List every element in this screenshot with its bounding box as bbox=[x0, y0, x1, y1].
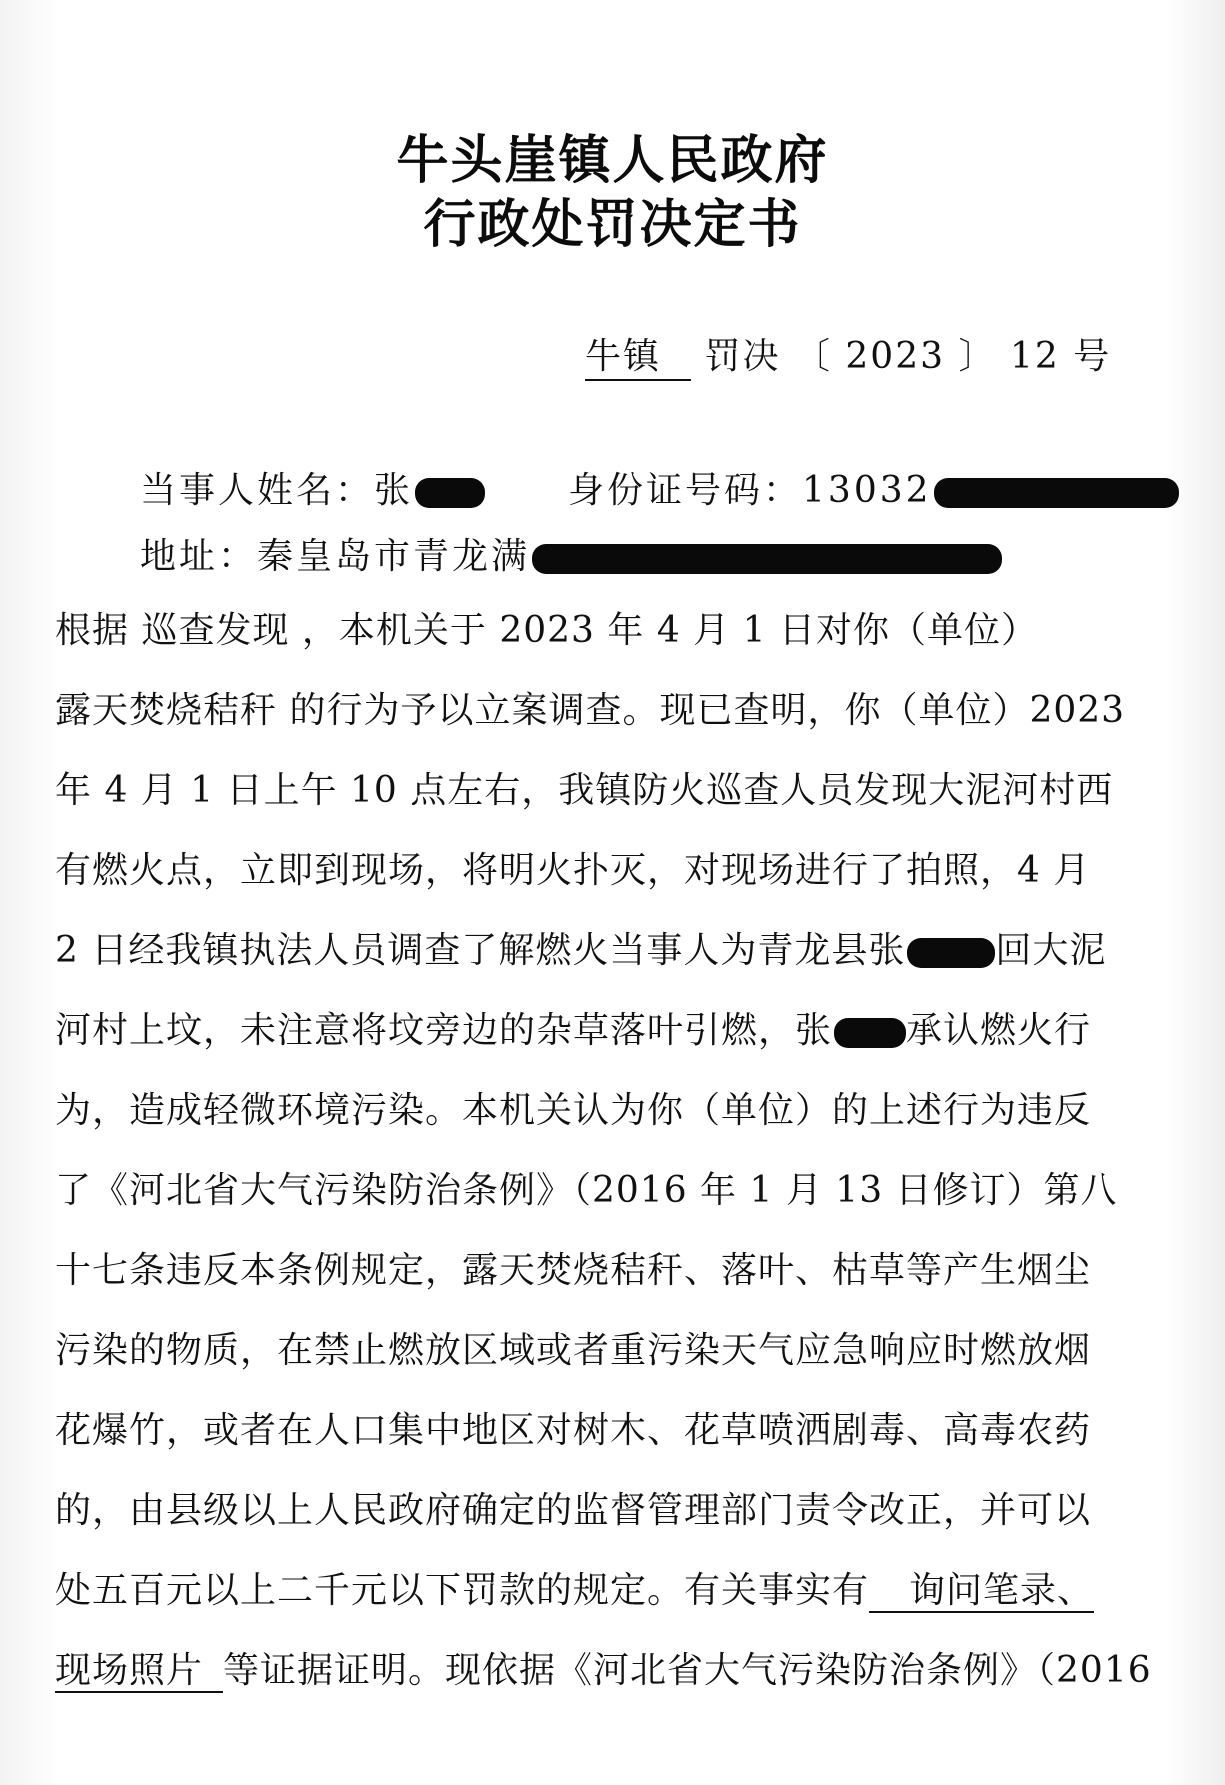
party-address-label: 地址： bbox=[140, 536, 258, 577]
body-line: 十七条违反本条例规定，露天焚烧秸秆、落叶、枯草等产生烟尘 bbox=[55, 1250, 1092, 1291]
doc-number-year: 2023 bbox=[845, 336, 946, 377]
body-line: 根据 巡查发现 ，本机关于 2023 年 4 月 1 日对你（单位） bbox=[55, 610, 1038, 651]
body-line: 露天焚烧秸秆 的行为予以立案调查。现已查明，你（单位）2023 bbox=[55, 690, 1126, 731]
doc-number-year-close: 〕 bbox=[958, 336, 997, 377]
party-address-value: 秦皇岛市青龙满 bbox=[257, 536, 531, 577]
body-line-text: 河村上坟，未注意将坟旁边的杂草落叶引燃，张 bbox=[55, 1010, 833, 1051]
doc-number-suffix: 号 bbox=[1073, 336, 1112, 377]
body-line-with-redaction bbox=[55, 927, 1180, 975]
redaction-mark bbox=[415, 478, 485, 508]
doc-number-num: 12 bbox=[1009, 336, 1060, 377]
doc-number-org: 牛镇 bbox=[585, 328, 691, 381]
body-line-evidence bbox=[55, 1647, 1180, 1695]
party-name-value: 张 bbox=[374, 470, 414, 511]
body-line-tail: 回大泥 bbox=[995, 930, 1107, 971]
body-line-text: 2 日经我镇执法人员调查了解燃火当事人为青龙县张 bbox=[55, 930, 906, 971]
party-address-field bbox=[140, 528, 1002, 579]
issuer-title: 牛头崖镇人民政府 bbox=[396, 131, 829, 191]
body-line-with-redaction bbox=[55, 1007, 1180, 1055]
evidence-list-part1: 询问笔录、 bbox=[869, 1570, 1094, 1613]
body-line: 污染的物质，在禁止燃放区域或者重污染天气应急响应时燃放烟 bbox=[55, 1330, 1092, 1371]
body-line-text: 处五百元以上二千元以下罚款的规定。有关事实有 bbox=[55, 1570, 870, 1611]
body-line: 年 4 月 1 日上午 10 点左右，我镇防火巡查人员发现大泥河村西 bbox=[55, 770, 1114, 811]
body-line-tail: 承认燃火行 bbox=[906, 1010, 1092, 1051]
document-number bbox=[585, 328, 1111, 381]
redaction-mark bbox=[907, 938, 995, 968]
document-title: 行政处罚决定书 bbox=[423, 195, 802, 255]
redaction-mark bbox=[532, 544, 1002, 574]
redaction-mark bbox=[934, 478, 1179, 508]
party-id-value: 13032 bbox=[802, 470, 932, 511]
party-id-field bbox=[568, 462, 1179, 513]
body-line: 为，造成轻微环境污染。本机关认为你（单位）的上述行为违反 bbox=[55, 1090, 1092, 1131]
body-line: 的，由县级以上人民政府确定的监督管理部门责令改正，并可以 bbox=[55, 1490, 1092, 1531]
body-line-text: 等证据证明。现依据《河北省大气污染防治条例》（2016 bbox=[223, 1650, 1152, 1691]
doc-number-year-open: 〔 bbox=[793, 336, 832, 377]
redaction-mark bbox=[834, 1018, 906, 1048]
body-line: 了《河北省大气污染防治条例》（2016 年 1 月 13 日修订）第八 bbox=[55, 1170, 1118, 1211]
body-line: 花爆竹，或者在人口集中地区对树木、花草喷洒剧毒、高毒农药 bbox=[55, 1410, 1092, 1451]
body-line: 有燃火点，立即到现场，将明火扑灭，对现场进行了拍照，4 月 bbox=[55, 850, 1091, 891]
party-id-label: 身份证号码： bbox=[568, 470, 803, 511]
body-line-evidence bbox=[55, 1567, 1180, 1615]
party-name-field bbox=[140, 462, 485, 513]
evidence-list-part2: 现场照片 bbox=[55, 1650, 223, 1693]
party-name-label: 当事人姓名： bbox=[140, 470, 375, 511]
doc-number-type: 罚决 bbox=[704, 336, 781, 377]
